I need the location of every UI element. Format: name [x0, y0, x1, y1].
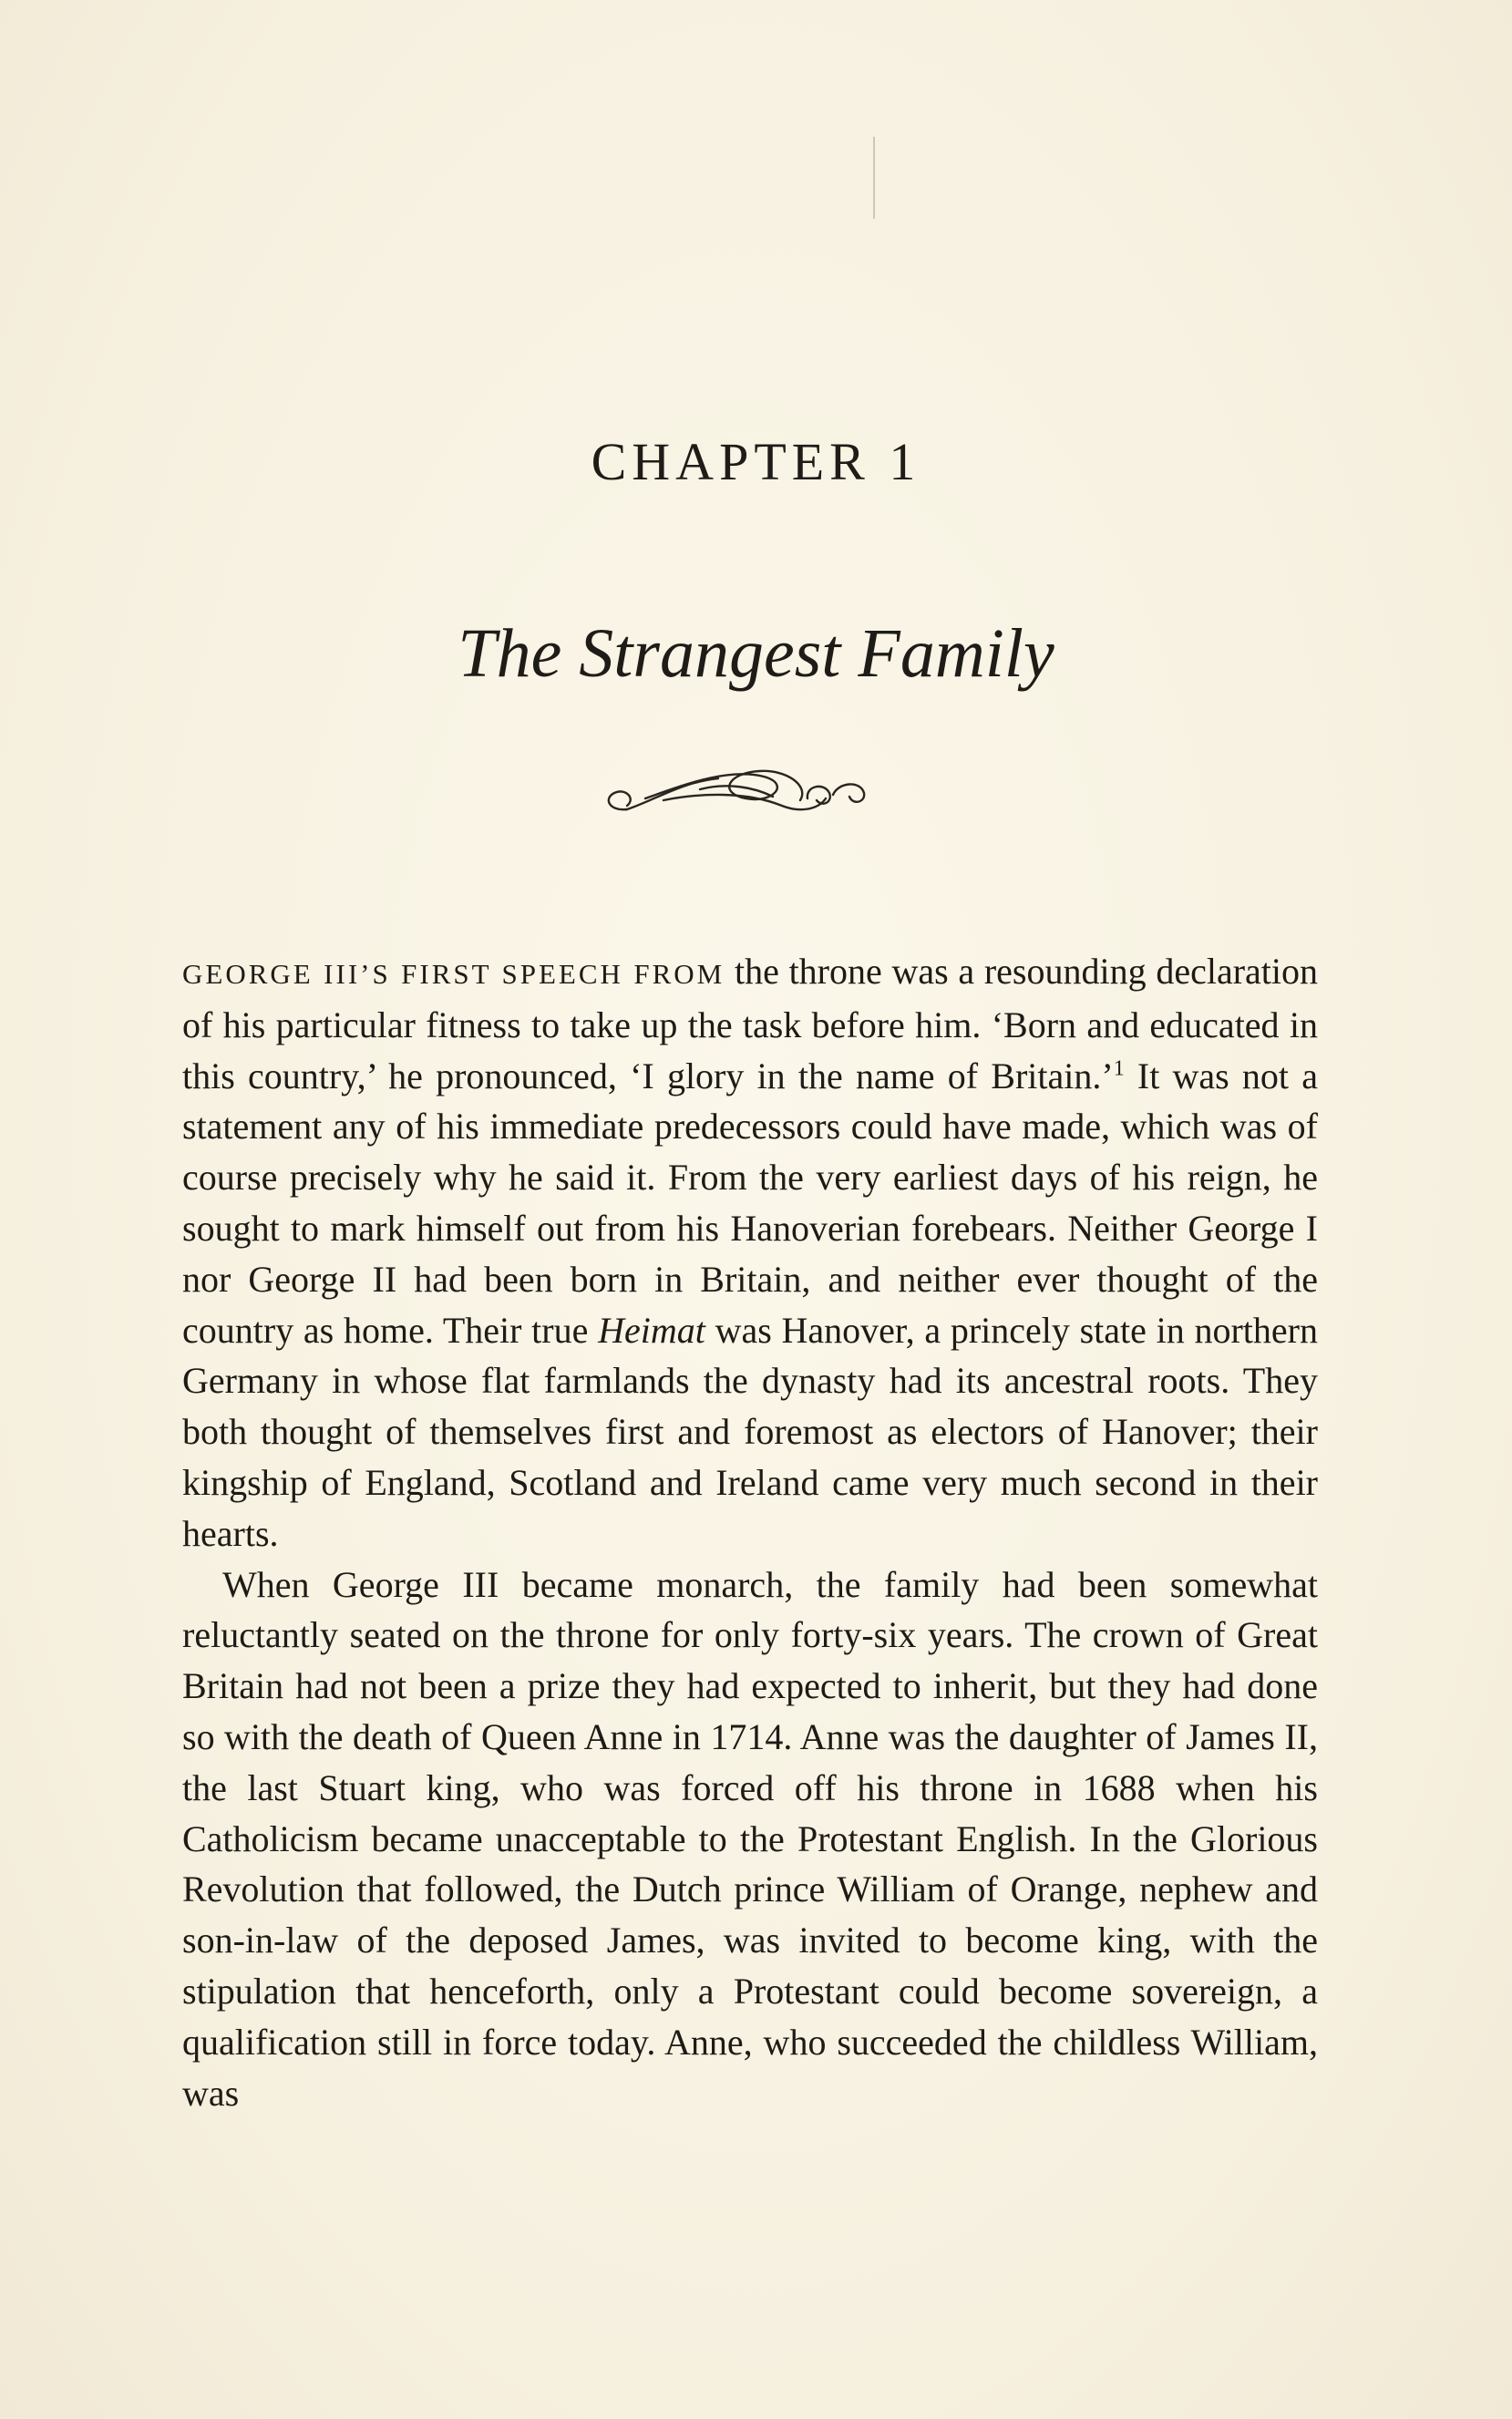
footnote-reference[interactable]: 1 [1113, 1056, 1125, 1081]
paragraph-1-text-c: was Hanover, a princely state in northern Germany in whose flat farmlands the dynasty had its ancestral roots. They both thought of themselves first and foremost as electors of Hanover; their kingship of England, Scotland and Ireland came very much second in their hearts. [182, 1309, 1318, 1554]
flourish-ornament-icon [591, 746, 900, 846]
italic-term: Heimat [598, 1309, 705, 1351]
paragraph-1-text-a: the throne was a resounding declaration of his particular fitness to take up the task before him. ‘Born and educated in this country,’ he pronounced, ‘I glory in the name of Britain.’ [182, 951, 1319, 1096]
scan-artifact-line [873, 137, 875, 219]
paragraph-1 [182, 946, 1318, 1559]
chapter-title: The Strangest Family [458, 615, 1054, 692]
chapter-number: CHAPTER 1 [591, 432, 921, 491]
opening-small-caps: GEORGE III’S FIRST SPEECH FROM [182, 958, 725, 990]
paragraph-1-text-b: It was not a statement any of his immediate predecessors could have made, which was of course precisely why he said it. From the very earliest days of his reign, he sought to mark himself out from his Hanoverian forebears. Neither George I nor George II had been born in Britain, and neither ever thought of the country as home. Their true [182, 1055, 1318, 1351]
chapter-body [182, 946, 1318, 2118]
paragraph-2: When George III became monarch, the family had been somewhat reluctantly seated on the throne for only forty-six years. The crown of Great Britain had not been a prize they had expected to inherit, but they had done so with the death of Queen Anne in 1714. Anne was the daughter of James II, the last Stuart king, who was forced off his throne in 1688 when his Catholicism became unacceptable to the Protestant English. In the Glorious Revolution that followed, the Dutch prince William of Orange, nephew and son-in-law of the deposed James, was invited to become king, with the stipulation that henceforth, only a Protestant could become sovereign, a qualification still in force today. Anne, who succeeded the childless William, was [182, 1563, 1318, 2114]
